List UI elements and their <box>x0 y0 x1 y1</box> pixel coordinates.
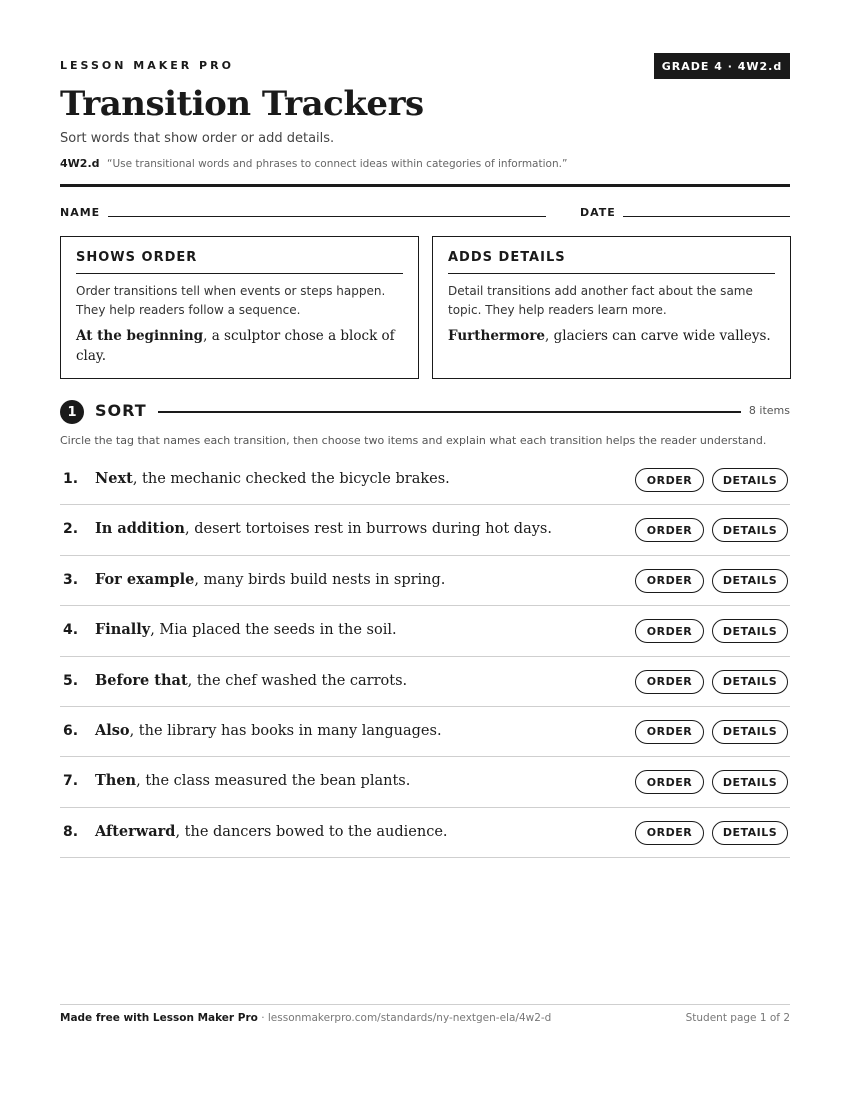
footer-credit <box>60 1012 551 1024</box>
list-item <box>60 707 790 757</box>
section-number: 1 <box>60 400 84 424</box>
details-tag[interactable]: DETAILS <box>712 670 788 694</box>
item-transition: Then <box>95 772 137 790</box>
list-item <box>60 657 790 707</box>
footer-made-with: Made free with Lesson Maker Pro <box>60 1012 258 1024</box>
example-rest: , glaciers can carve wide valleys. <box>545 328 771 344</box>
item-rest: , many birds build nests in spring. <box>194 571 446 588</box>
item-sentence <box>95 722 442 739</box>
example-transition: Furthermore <box>448 328 546 344</box>
item-tags <box>635 518 788 542</box>
item-number: 4. <box>63 622 79 639</box>
order-tag[interactable]: ORDER <box>635 619 704 643</box>
details-tag[interactable]: DETAILS <box>712 821 788 845</box>
card-shows-order <box>60 236 419 379</box>
card-example <box>448 326 775 346</box>
order-tag[interactable]: ORDER <box>635 468 704 492</box>
item-number: 5. <box>63 672 79 689</box>
item-tags <box>635 821 788 845</box>
grade-badge: GRADE 4 · 4W2.d <box>654 53 790 79</box>
item-tags <box>635 670 788 694</box>
section-rule <box>158 411 741 413</box>
standard-code: 4W2.d <box>60 157 100 170</box>
details-tag[interactable]: DETAILS <box>712 468 788 492</box>
item-number: 7. <box>63 773 79 790</box>
item-sentence <box>95 823 448 840</box>
item-sentence <box>95 621 397 638</box>
order-tag[interactable]: ORDER <box>635 821 704 845</box>
item-number: 8. <box>63 823 79 840</box>
card-adds-details <box>432 236 791 379</box>
card-heading: SHOWS ORDER <box>76 250 403 274</box>
details-tag[interactable]: DETAILS <box>712 518 788 542</box>
name-field[interactable] <box>108 216 546 217</box>
item-transition: For example <box>95 570 195 588</box>
list-item <box>60 808 790 858</box>
sort-item-list <box>60 455 790 858</box>
item-transition: Next <box>95 470 133 487</box>
list-item <box>60 505 790 555</box>
item-transition: Afterward <box>95 822 176 840</box>
item-count: 8 items <box>748 404 790 417</box>
card-example <box>76 326 403 366</box>
order-tag[interactable]: ORDER <box>635 670 704 694</box>
item-transition: In addition <box>95 520 185 538</box>
details-tag[interactable]: DETAILS <box>712 619 788 643</box>
card-description: Order transitions tell when events or steps happen. They help readers follow a sequence. <box>76 284 386 317</box>
item-transition: Finally <box>95 621 151 639</box>
list-item <box>60 757 790 807</box>
item-sentence <box>95 672 407 689</box>
footer-url: · lessonmakerpro.com/standards/ny-nextgen-ela/4w2-d <box>257 1012 552 1024</box>
order-tag[interactable]: ORDER <box>635 720 704 744</box>
footer-page-number: Student page 1 of 2 <box>685 1012 790 1024</box>
details-tag[interactable]: DETAILS <box>712 770 788 794</box>
section-title: SORT <box>95 401 147 420</box>
example-rest: , a sculptor chose a block of clay. <box>76 328 395 364</box>
item-sentence <box>95 470 450 487</box>
item-transition: Before that <box>95 671 188 689</box>
item-tags <box>635 770 788 794</box>
details-tag[interactable]: DETAILS <box>712 720 788 744</box>
item-rest: , the library has books in many languages. <box>129 722 442 739</box>
item-number: 1. <box>63 471 79 487</box>
card-heading: ADDS DETAILS <box>448 250 775 274</box>
item-rest: , Mia placed the seeds in the soil. <box>150 622 397 639</box>
item-transition: Also <box>95 721 130 739</box>
item-rest: , the dancers bowed to the audience. <box>175 823 448 840</box>
item-tags <box>635 569 788 593</box>
brand-name: LESSON MAKER PRO <box>60 59 234 72</box>
item-number: 6. <box>63 722 79 739</box>
item-sentence <box>95 772 410 789</box>
item-number: 2. <box>63 521 79 538</box>
list-item <box>60 556 790 606</box>
example-transition: At the beginning <box>76 328 204 344</box>
item-sentence <box>95 571 445 588</box>
order-tag[interactable]: ORDER <box>635 518 704 542</box>
item-rest: , the class measured the bean plants. <box>136 773 411 790</box>
date-field[interactable] <box>623 216 790 217</box>
item-number: 3. <box>63 571 79 588</box>
item-tags <box>635 720 788 744</box>
list-item <box>60 606 790 656</box>
section-instruction: Circle the tag that names each transition, then choose two items and explain what each transition helps the reader understand. <box>60 434 767 447</box>
item-rest: , desert tortoises rest in burrows during hot days. <box>184 521 552 538</box>
item-rest: , the mechanic checked the bicycle brakes. <box>132 471 450 487</box>
name-label: NAME <box>60 206 101 219</box>
page-title: Transition Trackers <box>60 84 424 124</box>
item-tags <box>635 619 788 643</box>
page-subtitle: Sort words that show order or add details. <box>60 131 335 146</box>
standard-line <box>60 157 567 170</box>
footer-divider <box>60 1004 790 1005</box>
item-sentence <box>95 520 552 537</box>
list-item <box>60 455 790 505</box>
card-description: Detail transitions add another fact about the same topic. They help readers learn more. <box>448 284 753 317</box>
standard-quote: “Use transitional words and phrases to connect ideas within categories of information.” <box>107 158 568 170</box>
item-rest: , the chef washed the carrots. <box>187 672 408 689</box>
details-tag[interactable]: DETAILS <box>712 569 788 593</box>
item-tags <box>635 468 788 492</box>
header-divider <box>60 184 790 187</box>
order-tag[interactable]: ORDER <box>635 569 704 593</box>
date-label: DATE <box>580 206 616 219</box>
order-tag[interactable]: ORDER <box>635 770 704 794</box>
